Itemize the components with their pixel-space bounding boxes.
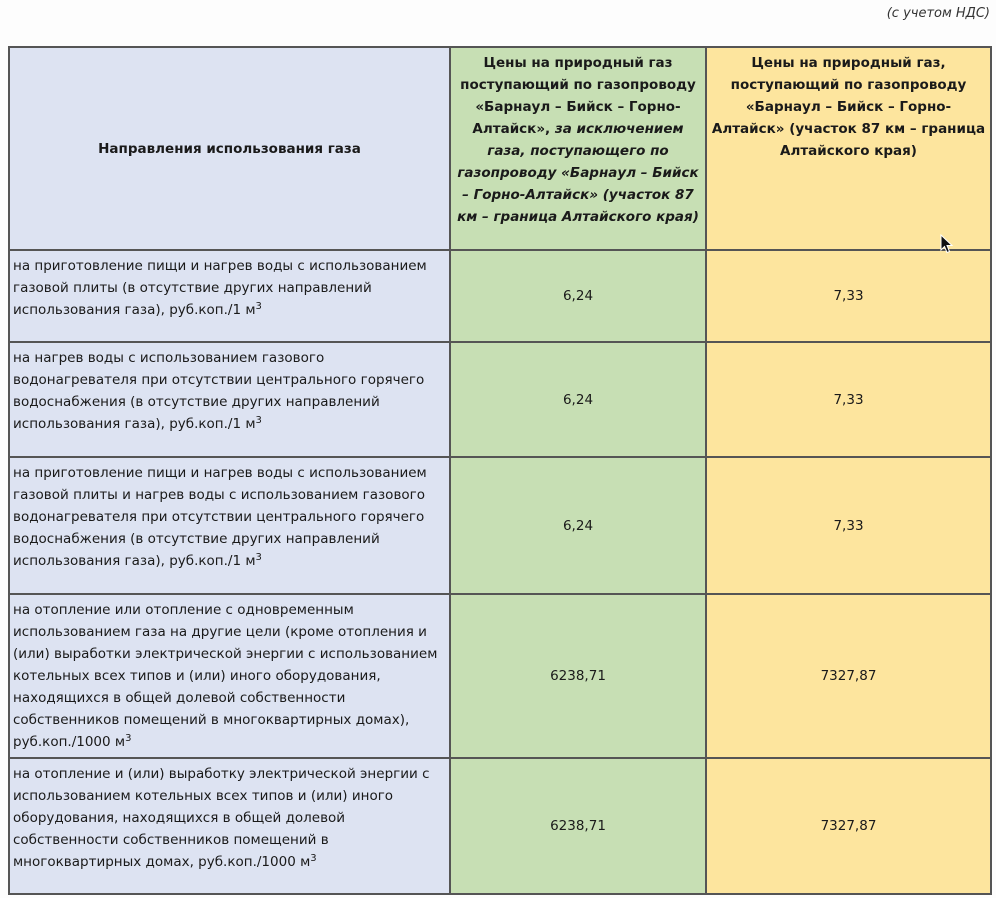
header-price-green — [450, 47, 706, 250]
unit-superscript: 3 — [125, 733, 132, 744]
row-price-yellow: 7327,87 — [706, 758, 991, 894]
row-price-green: 6,24 — [450, 457, 706, 594]
row-price-green: 6238,71 — [450, 758, 706, 894]
unit-superscript: 3 — [255, 552, 262, 563]
unit-superscript: 3 — [255, 415, 262, 426]
unit-superscript: 3 — [310, 853, 317, 864]
header-row — [9, 47, 991, 250]
row-price-yellow: 7,33 — [706, 457, 991, 594]
row-direction: на приготовление пищи и нагрев воды с использованием газовой плиты и нагрев воды с использованием газового водонагревателя при отсутствии центрального горячего водоснабжения (в отсутствие других направлений использования газа), руб.коп./1 $м^3$ — [9, 457, 450, 594]
unit-superscript: 3 — [255, 301, 262, 312]
header-direction — [9, 47, 450, 250]
row-direction: на нагрев воды с использованием газового водонагревателя при отсутствии центрального горячего водоснабжения (в отсутствие других направлений использования газа), руб.коп./1 $м^3$ — [9, 342, 450, 457]
gas-price-table — [8, 46, 992, 895]
row-price-yellow: 7,33 — [706, 250, 991, 342]
row-direction: на отопление и (или) выработку электрической энергии с использованием котельных всех типов и (или) иного оборудования, находящихся в общей долевой собственности собственников помещений в многоквартирных домах, руб.коп./1000 $м^3$ — [9, 758, 450, 894]
row-direction: на приготовление пищи и нагрев воды с использованием газовой плиты (в отсутствие других направлений использования газа), руб.коп./1 $м^3$ — [9, 250, 450, 342]
header-price-yellow — [706, 47, 991, 250]
row-direction: на отопление или отопление с одновременным использованием газа на другие цели (кроме отопления и (или) выработки электрической энергии с использованием котельных всех типов и (или) иного оборудования, находящихся в общей долевой собственности собственников помещений в многоквартирных домах), руб.коп./1000 $м^3$ — [9, 594, 450, 758]
row-price-yellow: 7,33 — [706, 342, 991, 457]
row-price-green: 6,24 — [450, 250, 706, 342]
table-row — [9, 457, 991, 594]
header-yellow-label: Цены на природный газ, поступающий по газопроводу «Барнаул – Бийск – Горно-Алтайск» (участок 87 км – граница Алтайского края) — [711, 55, 986, 159]
table-row — [9, 342, 991, 457]
mouse-pointer-icon — [940, 234, 954, 254]
row-price-green: 6,24 — [450, 342, 706, 457]
table-row — [9, 758, 991, 894]
table-row — [9, 594, 991, 758]
row-price-yellow: 7327,87 — [706, 594, 991, 758]
row-price-green: 6238,71 — [450, 594, 706, 758]
table-row — [9, 250, 991, 342]
header-green-main: Цены на природный газ поступающий по газопроводу «Барнаул – Бийск – Горно-Алтайск», — [460, 55, 696, 137]
header-green-italic: за исключением газа, поступающего по газопроводу «Барнаул – Бийск – Горно-Алтайск» (участок 87 км – граница Алтайского края) — [457, 121, 699, 225]
vat-note: (с учетом НДС) — [886, 6, 990, 21]
header-direction-label: Направления использования газа — [98, 140, 361, 157]
